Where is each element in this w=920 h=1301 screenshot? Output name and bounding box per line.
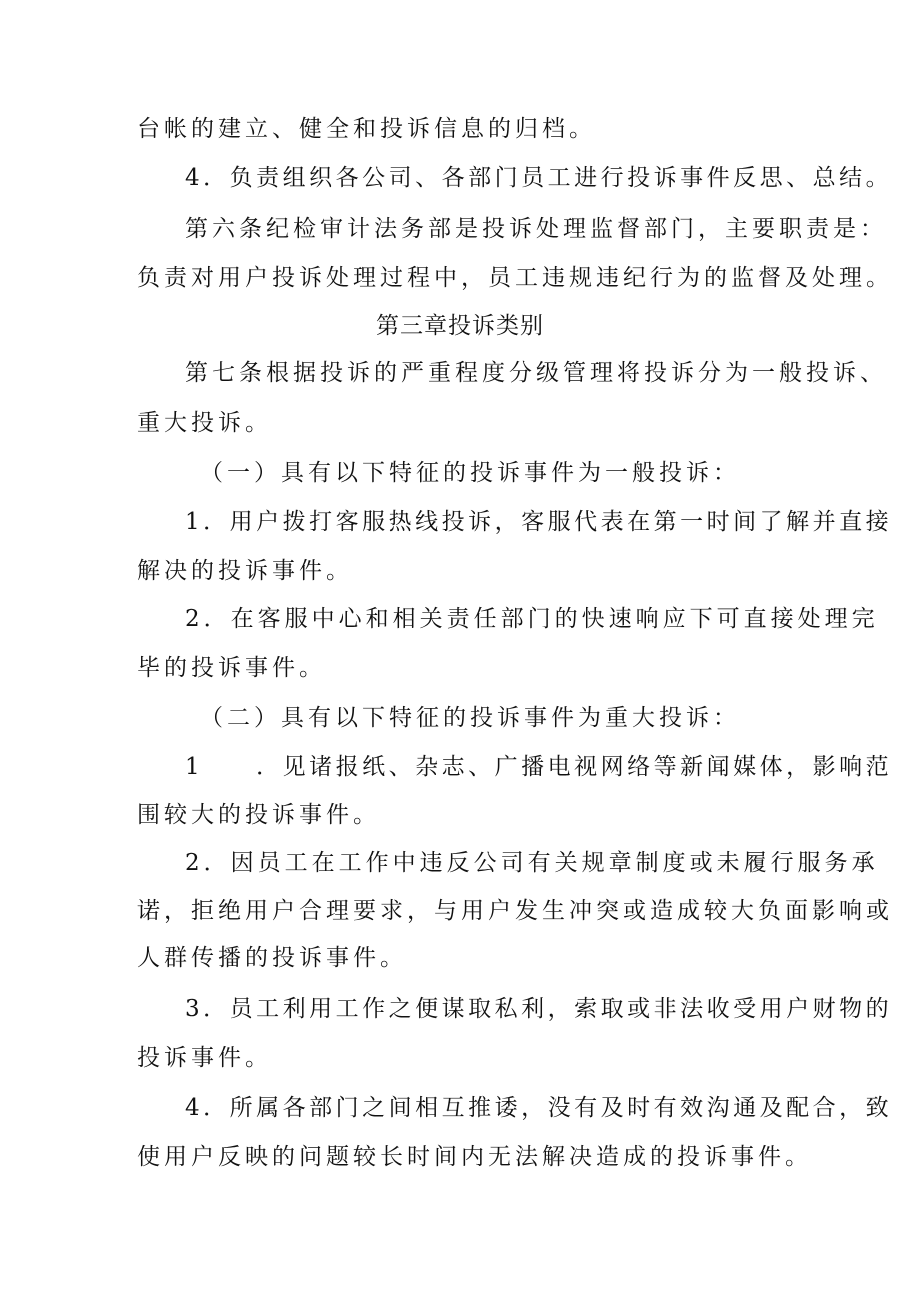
text-line: 围较大的投诉事件。 [137,802,380,828]
text-line: （二）具有以下特征的投诉事件为重大投诉： [200,705,740,731]
text-line: （一）具有以下特征的投诉事件为一般投诉： [200,460,740,486]
text-line: 4．负责组织各公司、各部门员工进行投诉事件反思、总结。 [185,165,893,191]
text-line: 使用户反映的问题较长时间内无法解决造成的投诉事件。 [137,1144,812,1170]
text-line: 1 ．见诸报纸、杂志、广播电视网络等新闻媒体，影响范 [185,754,893,780]
text-line: 第六条纪检审计法务部是投诉处理监督部门，主要职责是： [185,216,887,242]
text-line: 4．所属各部门之间相互推诿，没有及时有效沟通及配合，致 [185,1095,893,1121]
text-line: 毕的投诉事件。 [137,655,326,681]
chapter-heading: 第三章投诉类别 [376,313,544,339]
text-line: 1．用户拨打客服热线投诉，客服代表在第一时间了解并直接 [185,509,893,535]
text-line: 解决的投诉事件。 [137,558,353,584]
text-line: 诺，拒绝用户合理要求，与用户发生冲突或造成较大负面影响或 [137,898,893,924]
text-line: 负责对用户投诉处理过程中，员工违规违纪行为的监督及处理。 [137,265,893,291]
text-line: 台帐的建立、健全和投诉信息的归档。 [137,116,596,142]
text-line: 3．员工利用工作之便谋取私利，索取或非法收受用户财物的 [185,996,893,1022]
text-line: 第七条根据投诉的严重程度分级管理将投诉分为一般投诉、 [185,360,887,386]
text-line: 2．因员工在工作中违反公司有关规章制度或未履行服务承 [185,850,879,876]
text-line: 投诉事件。 [137,1045,272,1071]
text-line: 重大投诉。 [137,410,272,436]
text-line: 人群传播的投诉事件。 [137,945,407,971]
text-line: 2．在客服中心和相关责任部门的快速响应下可直接处理完 [185,606,879,632]
